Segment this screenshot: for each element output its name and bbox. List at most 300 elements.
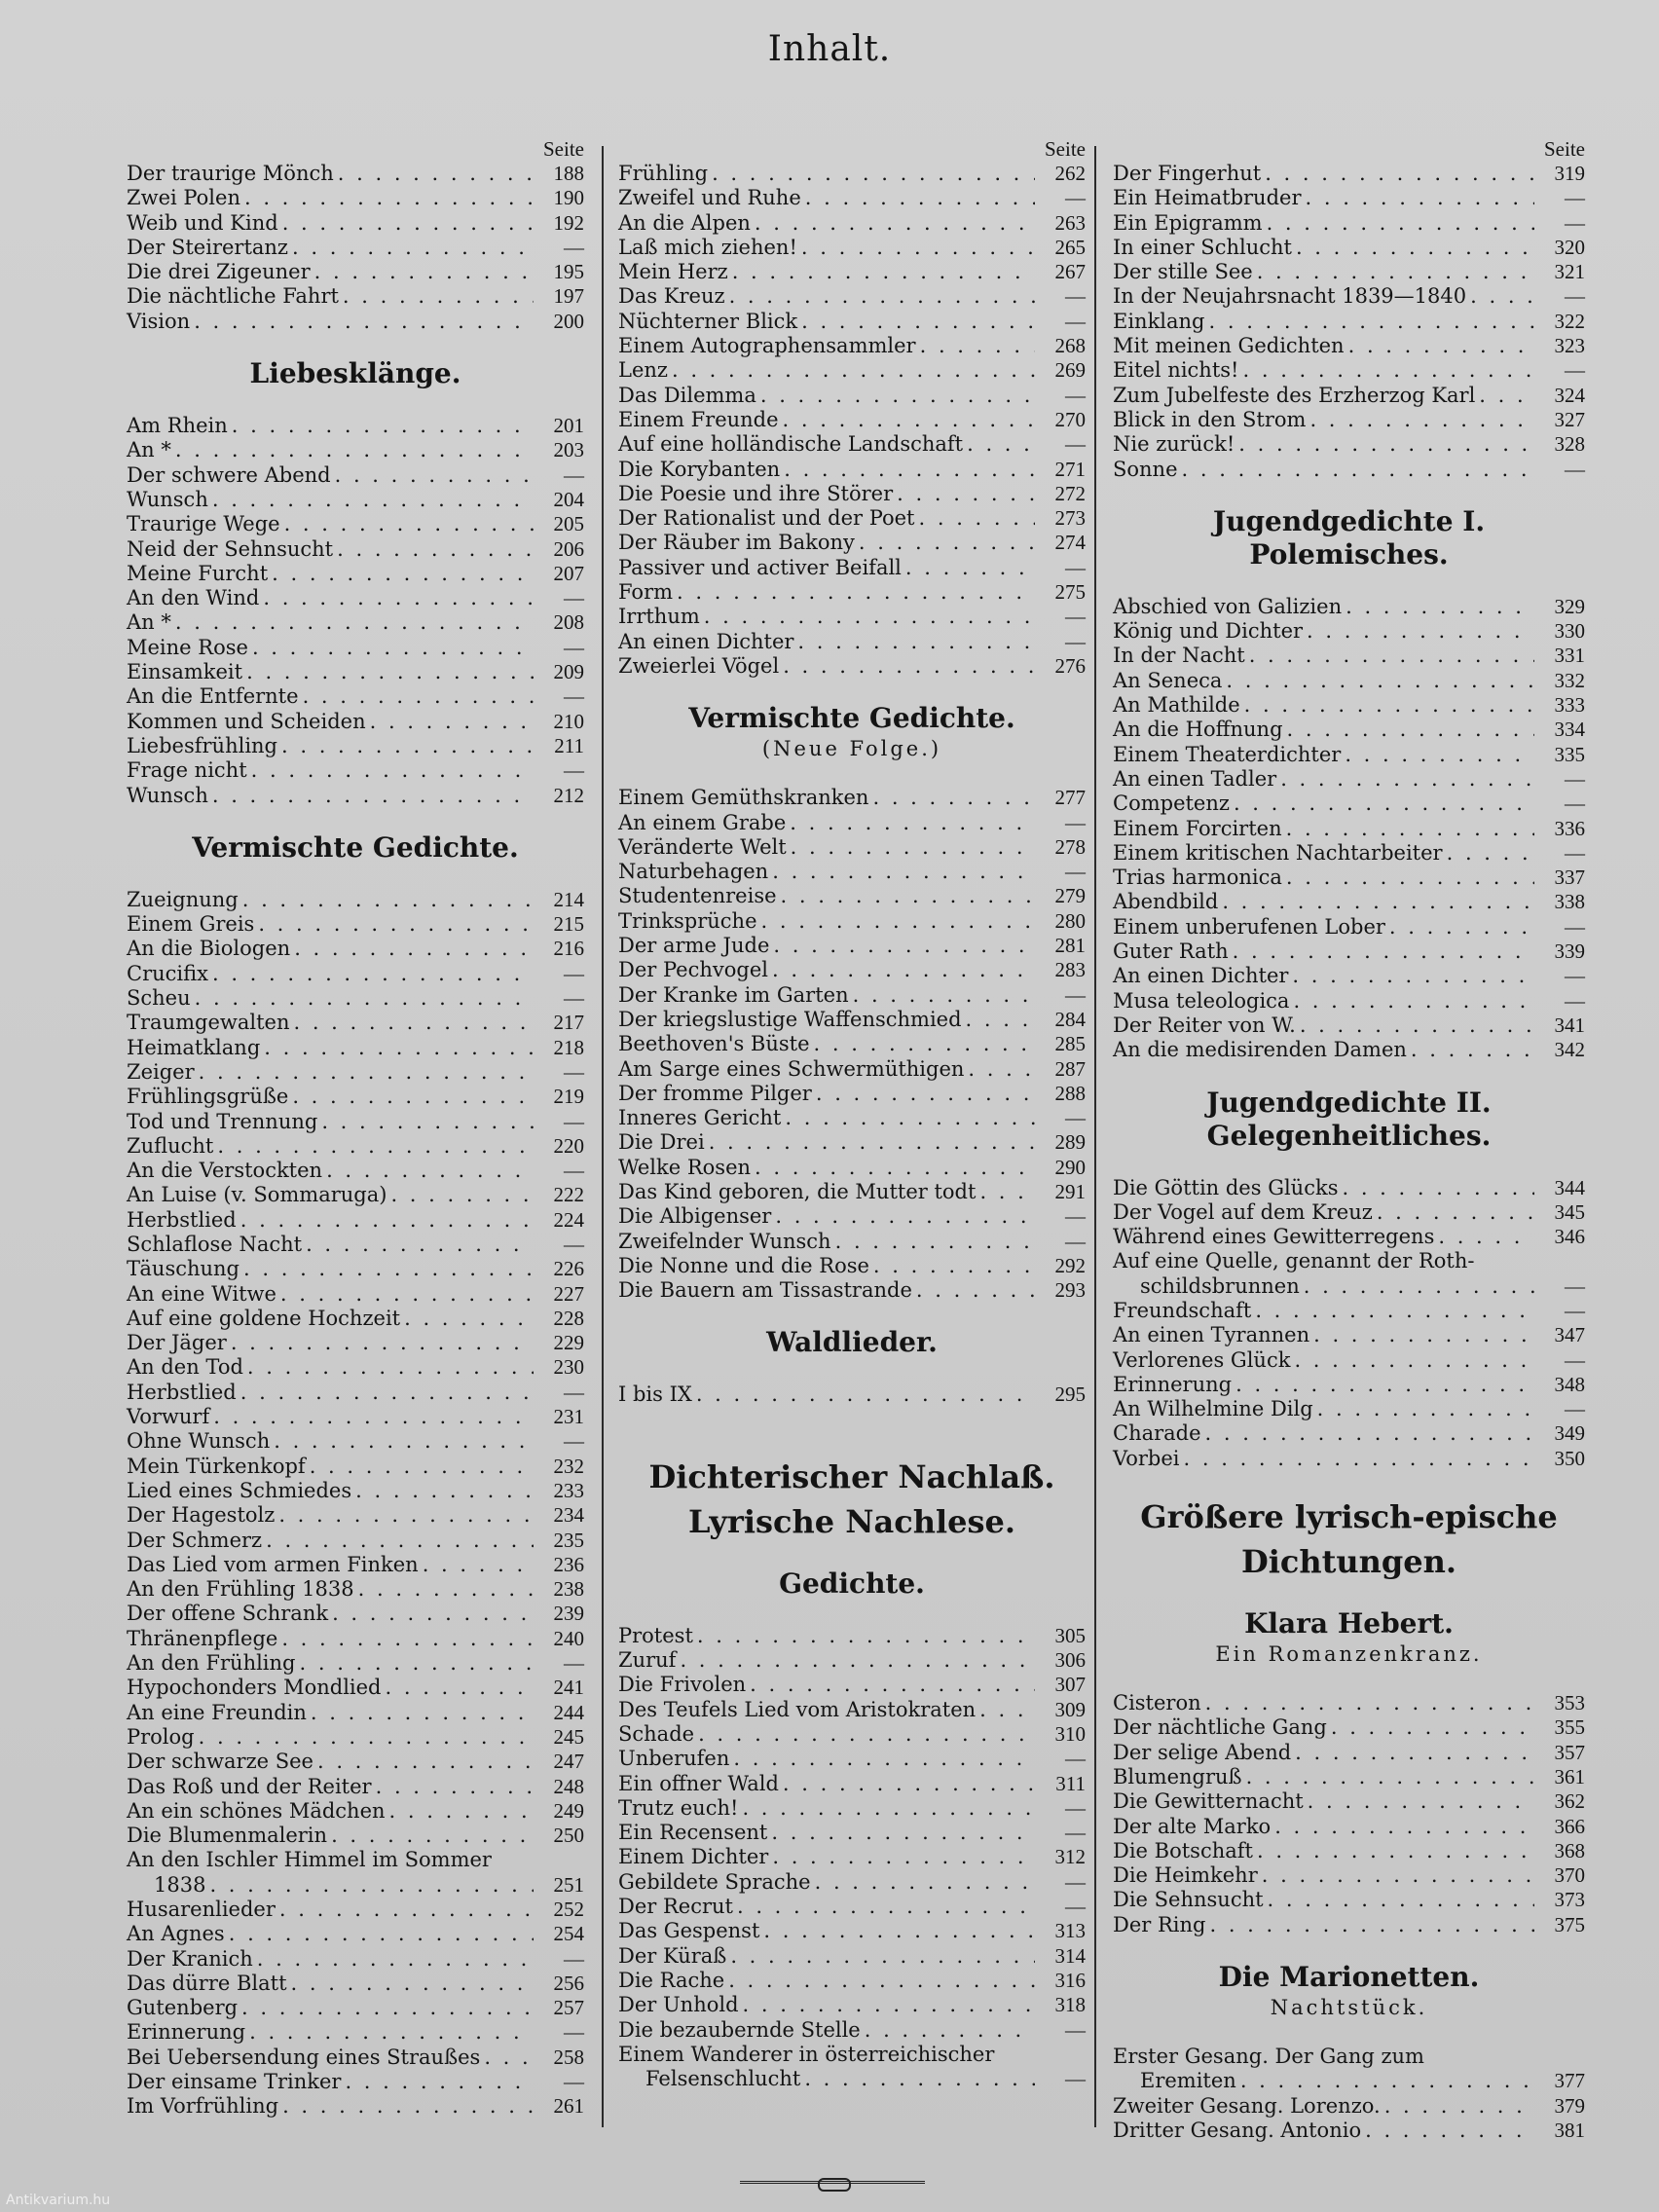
spacer	[618, 1544, 1086, 1567]
leader-dots	[484, 2046, 534, 2070]
entry-title: An die Alpen	[618, 210, 751, 235]
page-number: 261	[553, 2094, 584, 2119]
entry-title: schildsbrunnen	[1140, 1273, 1300, 1298]
entry-title: Lied eines Schmiedes	[127, 1478, 352, 1502]
toc-entry	[1113, 1741, 1585, 1765]
page-number: —	[1065, 1229, 1086, 1253]
toc-entry	[1113, 1373, 1585, 1397]
leader-dots	[783, 408, 1035, 432]
entry-title: Herbstlied	[127, 1380, 237, 1404]
entry-title: Musa teleologica	[1113, 988, 1290, 1013]
leader-dots	[897, 482, 1035, 506]
page-number: 277	[1054, 786, 1086, 810]
section-heading: Klara Hebert.	[1244, 1607, 1454, 1641]
entry-title: Der Kranke im Garten	[618, 982, 849, 1007]
entry-title: Crucifix	[127, 961, 208, 985]
entry-title: An einen Tyrannen	[1113, 1323, 1310, 1347]
page-number: —	[1565, 792, 1585, 816]
leader-dots	[1268, 1888, 1534, 1912]
leader-dots	[1294, 1348, 1534, 1373]
leader-dots	[805, 186, 1035, 210]
page-number: 287	[1054, 1056, 1086, 1081]
entry-title: Einsamkeit	[127, 660, 243, 684]
toc-entry	[127, 1257, 584, 1281]
page-number: —	[564, 684, 584, 709]
toc-entry	[127, 1577, 584, 1602]
page-number: 334	[1554, 718, 1585, 742]
toc-entry	[127, 488, 584, 512]
entry-title: Die Albigenser	[618, 1204, 772, 1229]
leader-dots	[332, 1602, 534, 1626]
section-heading: Waldlieder.	[766, 1326, 938, 1359]
toc-entry	[127, 1282, 584, 1307]
leader-dots	[698, 1722, 1035, 1747]
toc-entry	[127, 537, 584, 562]
leader-dots	[338, 162, 534, 186]
entry-title: Der Unhold	[618, 1993, 739, 2017]
toc-entry	[1113, 817, 1585, 841]
toc-entry	[127, 1479, 584, 1503]
toc-entry	[127, 1775, 584, 1799]
toc-entry	[127, 2046, 584, 2070]
page-number: 328	[1554, 432, 1585, 457]
toc-entry	[618, 958, 1086, 982]
leader-dots	[784, 458, 1035, 482]
entry-title: Heimatklang	[127, 1035, 261, 1059]
leader-dots	[247, 1355, 534, 1380]
toc-entry	[618, 1845, 1086, 1869]
toc-entry	[618, 1796, 1086, 1821]
toc-entry	[618, 310, 1086, 334]
toc-entry	[618, 162, 1086, 186]
entry-title: Cisteron	[1113, 1691, 1201, 1715]
page-number: 195	[553, 260, 584, 284]
leader-dots	[274, 1429, 534, 1454]
entry-title: Blumengruß	[1113, 1764, 1242, 1788]
toc-entry	[1113, 718, 1585, 742]
leader-dots	[1295, 1741, 1534, 1765]
entry-title: Des Teufels Lied vom Aristokraten	[618, 1697, 977, 1721]
toc-entry	[618, 1278, 1086, 1303]
entry-title: Der Vogel auf dem Kreuz	[1113, 1199, 1373, 1224]
leader-dots	[1345, 743, 1534, 767]
page-number: 222	[553, 1183, 584, 1207]
page-number: 228	[553, 1306, 584, 1330]
spacer	[127, 865, 584, 888]
toc-entry	[618, 1969, 1086, 1993]
page-number: 285	[1054, 1032, 1086, 1056]
leader-dots	[335, 463, 534, 488]
page-number: —	[1565, 988, 1585, 1013]
entry-title: An *	[127, 610, 171, 635]
leader-dots	[1307, 619, 1534, 644]
toc-entry	[127, 1183, 584, 1207]
toc-entry	[618, 432, 1086, 457]
toc-entry	[1113, 964, 1585, 988]
toc-entry	[1113, 284, 1585, 309]
page-number: 295	[1054, 1382, 1086, 1407]
page-number: —	[1065, 284, 1086, 309]
entry-title: Das Roß und der Reiter	[127, 1774, 372, 1798]
section-heading: Dichterischer Nachlaß. Lyrische Nachlese.	[648, 1457, 1055, 1540]
toc-entry	[1113, 1323, 1585, 1347]
entry-title: Das Dilemma	[618, 383, 756, 407]
toc-entry	[1113, 211, 1585, 236]
leader-dots	[755, 211, 1035, 236]
toc-entry	[618, 1698, 1086, 1722]
leader-dots	[389, 1799, 534, 1824]
spacer	[1113, 571, 1585, 595]
toc-entry	[1113, 1397, 1585, 1421]
page-number: 197	[553, 284, 584, 309]
entry-title: Vorwurf	[127, 1405, 210, 1429]
leader-dots	[314, 260, 534, 284]
page-number: —	[1565, 186, 1585, 210]
toc-entry	[127, 1233, 584, 1257]
leader-dots	[712, 162, 1035, 186]
leader-dots	[278, 1503, 534, 1528]
leader-dots	[791, 835, 1035, 860]
leader-dots	[1262, 1863, 1534, 1888]
entry-title: An ein schönes Mädchen	[127, 1798, 386, 1823]
leader-dots	[781, 884, 1035, 908]
leader-dots	[355, 1479, 534, 1503]
leader-dots	[306, 1233, 534, 1257]
entry-title: Der selige Abend	[1113, 1740, 1292, 1764]
entry-title: Ohne Wunsch	[127, 1429, 271, 1454]
page-number: —	[1065, 810, 1086, 834]
leader-dots	[343, 284, 534, 309]
entry-title: Dritter Gesang. Antonio	[1113, 2118, 1362, 2142]
toc-entry	[618, 334, 1086, 358]
leader-dots	[1470, 284, 1534, 309]
toc-entry	[127, 1011, 584, 1035]
page-number: —	[564, 462, 584, 487]
toc-entry	[1113, 595, 1585, 619]
entry-title: Die Frivolen	[618, 1673, 747, 1697]
leader-dots	[859, 531, 1035, 555]
page-number: 256	[553, 1971, 584, 1995]
toc-entry	[127, 1455, 584, 1479]
page-number: 342	[1554, 1038, 1585, 1062]
leader-dots	[292, 236, 534, 260]
page-number: —	[1565, 840, 1585, 865]
toc-entry	[1113, 619, 1585, 644]
entry-title: Der Reiter von W.	[1113, 1013, 1296, 1037]
toc-entry	[1113, 1839, 1585, 1863]
leader-dots	[697, 1624, 1035, 1648]
page-number: 269	[1054, 358, 1086, 383]
page-number: —	[1065, 629, 1086, 653]
entry-title: Die Nonne und die Rose	[618, 1253, 869, 1277]
leader-dots	[1313, 1323, 1534, 1347]
page-number: 250	[553, 1824, 584, 1848]
entry-title: Zuflucht	[127, 1133, 214, 1158]
toc-entry	[1113, 1715, 1585, 1740]
page-number: 274	[1054, 531, 1086, 555]
spacer	[1113, 482, 1585, 505]
entry-title: Trinksprüche	[618, 908, 757, 933]
entry-title: Der Steirertanz	[127, 235, 289, 259]
toc-entry	[1113, 644, 1585, 668]
section-subheading: Ein Romanzenkranz.	[1215, 1642, 1483, 1667]
leader-dots	[294, 937, 534, 961]
leader-dots	[783, 1772, 1035, 1796]
entry-title: Meine Furcht	[127, 561, 269, 585]
leader-dots	[704, 605, 1035, 629]
toc-entry	[127, 937, 584, 961]
column-3	[1113, 136, 1585, 2143]
toc-entry	[127, 1676, 584, 1700]
toc-entry	[127, 758, 584, 783]
toc-entry	[127, 1824, 584, 1848]
entry-title: An Agnes	[127, 1922, 225, 1946]
toc-entry	[127, 660, 584, 684]
page-number: 192	[553, 210, 584, 235]
leader-dots	[743, 1993, 1035, 2017]
entry-title: An Mathilde	[1113, 693, 1240, 718]
leader-dots	[280, 1282, 534, 1307]
page-number: 238	[553, 1577, 584, 1602]
leader-dots	[1348, 334, 1534, 358]
toc-entry	[127, 1307, 584, 1331]
toc-entry	[127, 1331, 584, 1355]
leader-dots	[865, 2018, 1035, 2043]
page-number: 368	[1554, 1838, 1585, 1862]
page-number: 327	[1554, 407, 1585, 431]
leader-dots	[763, 1919, 1035, 1943]
entry-title: Der schwarze See	[127, 1750, 313, 1774]
leader-dots	[967, 432, 1035, 457]
entry-title: Einklang	[1113, 309, 1205, 333]
page-number: 188	[553, 162, 584, 185]
leader-dots	[1267, 211, 1534, 236]
leader-dots	[1438, 1225, 1534, 1249]
leader-dots	[241, 1996, 534, 2020]
page-number: 280	[1054, 908, 1086, 933]
entry-title: Der fromme Pilger	[618, 1081, 812, 1105]
toc-entry	[618, 1993, 1086, 2017]
toc-entry	[127, 1085, 584, 1109]
leader-dots	[246, 660, 534, 684]
leader-dots	[199, 1060, 534, 1085]
entry-title: Frühlingsgrüße	[127, 1085, 289, 1109]
leader-dots	[423, 1553, 534, 1577]
leader-dots	[1331, 1715, 1534, 1740]
spacer	[1113, 1153, 1585, 1176]
toc-entry	[618, 1772, 1086, 1796]
page-number: 216	[553, 937, 584, 961]
toc-entry	[127, 1873, 584, 1898]
leader-dots	[1304, 1274, 1534, 1299]
entry-title: Am Sarge eines Schwermüthigen	[618, 1056, 965, 1081]
toc-entry	[127, 1725, 584, 1750]
entry-title: An *	[127, 438, 171, 462]
toc-entry	[618, 1082, 1086, 1106]
page-number: 336	[1554, 816, 1585, 840]
leader-dots	[872, 786, 1035, 810]
toc-entry	[127, 734, 584, 758]
leader-dots	[1286, 817, 1534, 841]
leader-dots	[272, 562, 534, 586]
page-number: —	[1065, 2067, 1086, 2091]
page-number: 211	[554, 733, 584, 757]
page-number: 310	[1054, 1721, 1086, 1746]
page-number: 305	[1054, 1623, 1086, 1647]
page-number: 362	[1554, 1789, 1585, 1814]
entry-title: Competenz	[1113, 792, 1230, 816]
entry-title: Liebesfrühling	[127, 733, 277, 757]
page-number: 217	[553, 1011, 584, 1035]
page-number: 350	[1554, 1446, 1585, 1470]
page-number: —	[564, 586, 584, 610]
entry-title: Traumgewalten	[127, 1011, 290, 1035]
toc-entry	[1113, 866, 1585, 890]
page-number: —	[1065, 1747, 1086, 1771]
leader-dots	[760, 384, 1035, 408]
spacer	[1113, 1584, 1585, 1607]
toc-entry	[127, 562, 584, 586]
entry-title: Auf eine goldene Hochzeit	[127, 1306, 401, 1330]
toc-entry	[127, 2094, 584, 2119]
page-number: 309	[1054, 1697, 1086, 1721]
entry-title: Inneres Gericht	[618, 1106, 782, 1130]
entry-title: Studentenreise	[618, 884, 777, 908]
toc-entry	[127, 1355, 584, 1380]
leader-dots	[326, 1159, 534, 1183]
toc-entry	[618, 1057, 1086, 1082]
page-number: 236	[553, 1552, 584, 1576]
page-number: 200	[553, 309, 584, 333]
leader-dots	[761, 909, 1035, 934]
page-number: 201	[553, 414, 584, 438]
entry-title: I bis IX	[618, 1382, 692, 1407]
entry-title: Prolog	[127, 1724, 195, 1749]
toc-entry	[618, 358, 1086, 383]
toc-entry	[127, 1922, 584, 1946]
toc-entry	[127, 636, 584, 660]
entry-title: Der Ring	[1113, 1912, 1206, 1936]
entry-title: Ein Recensent	[618, 1821, 768, 1845]
toc-entry	[127, 236, 584, 260]
page-number: —	[1565, 1397, 1585, 1421]
toc-entry	[127, 1947, 584, 1972]
page-number: 316	[1054, 1968, 1086, 1992]
entry-title: Zueignung	[127, 887, 239, 911]
leader-dots	[212, 784, 534, 808]
leader-dots	[919, 506, 1036, 531]
toc-entry	[127, 1208, 584, 1233]
page-number: 324	[1554, 383, 1585, 407]
page-number: 231	[553, 1405, 584, 1429]
toc-entry	[1113, 1299, 1585, 1323]
page-number: —	[1565, 210, 1585, 235]
page-number: 370	[1554, 1863, 1585, 1888]
leader-dots	[772, 958, 1035, 982]
toc-entry	[1113, 940, 1585, 964]
toc-entry	[127, 586, 584, 610]
entry-title: Hypochonders Mondlied	[127, 1676, 382, 1700]
entry-title: Erinnerung	[1113, 1372, 1233, 1396]
entry-title: Einem Greis	[127, 912, 255, 937]
leader-dots	[263, 586, 534, 610]
leader-dots	[680, 1648, 1035, 1673]
toc-entry	[618, 1895, 1086, 1919]
leader-dots	[284, 512, 534, 536]
entry-title: An eine Freundin	[127, 1700, 307, 1724]
toc-entry	[1113, 1421, 1585, 1446]
toc-entry	[618, 1673, 1086, 1697]
page-number: 329	[1554, 594, 1585, 618]
entry-title: Gebildete Sprache	[618, 1869, 811, 1894]
page-number: 224	[553, 1207, 584, 1232]
toc-entry	[618, 260, 1086, 284]
entry-title: Naturbehagen	[618, 860, 769, 884]
entry-title: Kommen und Scheiden	[127, 709, 366, 733]
page-number: 293	[1054, 1278, 1086, 1303]
leader-dots	[282, 2094, 534, 2119]
leader-dots	[853, 983, 1035, 1008]
leader-dots	[279, 1898, 534, 1922]
toc-entry	[618, 1919, 1086, 1943]
page-number: 190	[553, 186, 584, 210]
page-number: —	[1065, 383, 1086, 407]
entry-title: An den Frühling 1838	[127, 1577, 354, 1602]
page-number: —	[564, 986, 584, 1011]
toc-entry	[1113, 1249, 1585, 1273]
entry-title: Der nächtliche Gang	[1113, 1715, 1327, 1740]
leader-dots	[750, 1673, 1035, 1697]
toc-entry	[618, 556, 1086, 580]
toc-entry	[127, 1750, 584, 1774]
toc-entry	[127, 784, 584, 808]
leader-dots	[386, 1676, 535, 1700]
toc-entry	[1113, 1863, 1585, 1888]
toc-entry	[618, 506, 1086, 531]
toc-entry	[618, 236, 1086, 260]
page-number: 357	[1554, 1740, 1585, 1764]
toc-entry	[618, 2018, 1086, 2043]
entry-title: Der arme Jude	[618, 934, 770, 958]
page-number: 318	[1054, 1993, 1086, 2017]
toc-entry	[127, 684, 584, 709]
leader-dots	[232, 414, 534, 438]
toc-entry	[618, 1230, 1086, 1254]
leader-dots	[797, 630, 1035, 654]
entry-title: Laß mich ziehen!	[618, 235, 797, 259]
leader-dots	[195, 986, 534, 1011]
page-number: 323	[1554, 334, 1585, 358]
entry-title: Lenz	[618, 358, 668, 383]
page-number: 206	[553, 536, 584, 561]
page-number: 234	[553, 1503, 584, 1528]
page-number: —	[564, 961, 584, 985]
page-number: —	[1565, 284, 1585, 309]
page-number: —	[564, 1232, 584, 1256]
leader-dots	[775, 1204, 1035, 1229]
toc-entry	[127, 1036, 584, 1060]
page-number: 209	[553, 660, 584, 684]
page-number: —	[564, 2070, 584, 2094]
toc-entry	[618, 1821, 1086, 1845]
entry-title: Die bezaubernde Stelle	[618, 2017, 861, 2042]
toc-entry	[127, 1701, 584, 1725]
leader-dots	[358, 1577, 534, 1602]
page-number: —	[1065, 1869, 1086, 1894]
toc-entry	[618, 1180, 1086, 1204]
spacer	[127, 808, 584, 831]
leader-dots	[251, 758, 534, 783]
